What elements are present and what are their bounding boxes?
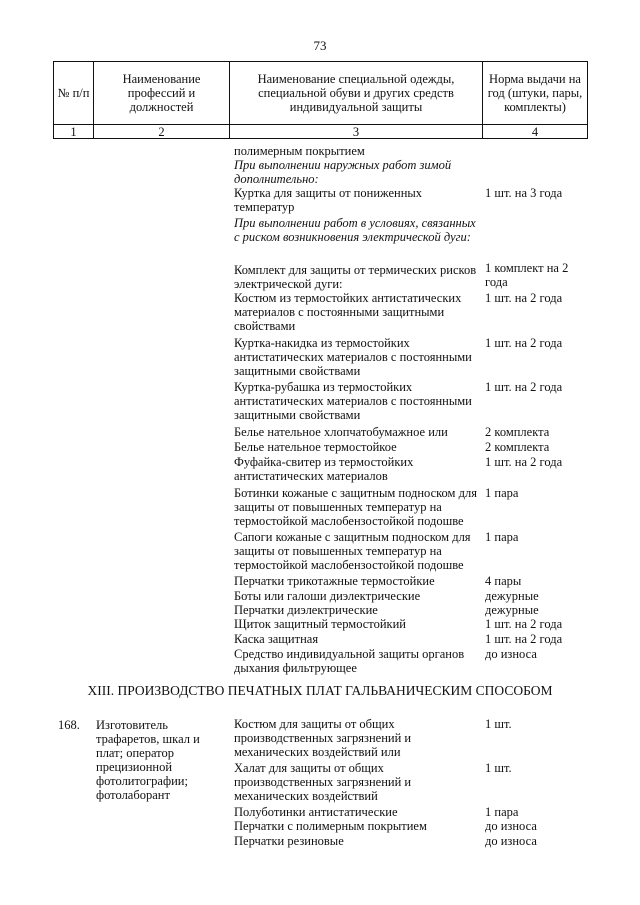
list-item: Перчатки диэлектрические [234,603,378,617]
norm-value: 2 комплекта [485,425,550,439]
norm-value: 1 комплект на 2 года [485,261,569,289]
list-item: Ботинки кожаные с защитным подноском для защиты от повышенных температур на термостойкой маслобензостойкой подошве [234,486,477,528]
list-item: Щиток защитный термостойкий [234,617,406,631]
list-item: Белье нательное термостойкое [234,440,397,454]
norm-value: 1 шт. на 2 года [485,617,563,631]
list-item: Куртка-накидка из термостойких антистатических материалов с постоянными защитными свойствами [234,336,472,378]
norm-value: до износа [485,834,537,848]
list-item: Перчатки с полимерным покрытием [234,819,427,833]
column-index-2: 2 [94,125,230,139]
list-item: Сапоги кожаные с защитным подноском для защиты от повышенных температур на термостойкой маслобензостойкой подошве [234,530,471,572]
norm-value: 1 шт. [485,761,512,775]
norm-value: 1 шт. [485,717,512,731]
list-item: Комплект для защиты от термических рисков электрической дуги: [234,263,477,291]
list-item: Куртка-рубашка из термостойких антистатических материалов с постоянными защитными свойствами [234,380,472,422]
column-index-1: 1 [54,125,94,139]
column-index-4: 4 [483,125,588,139]
norm-value: 1 шт. на 2 года [485,336,563,350]
norm-value: 1 шт. на 2 года [485,291,563,305]
header-profession: Наименование профессий и должностей [94,62,230,125]
norm-value: до износа [485,647,537,661]
list-item: Костюм из термостойких антистатических материалов с постоянными защитными свойствами [234,291,462,333]
list-item: Боты или галоши диэлектрические [234,589,421,603]
norm-value: 4 пары [485,574,522,588]
continuation-text: полимерным покрытием [234,144,365,158]
list-item: Полуботинки антистатические [234,805,398,819]
list-item: Перчатки резиновые [234,834,344,848]
list-item: Белье нательное хлопчатобумажное или [234,425,448,439]
norm-value: 1 шт. на 2 года [485,455,563,469]
entry-number: 168. [58,718,80,732]
column-index-3: 3 [230,125,483,139]
norm-value: 1 пара [485,486,519,500]
header-number: № п/п [54,62,94,125]
norm-value: 1 шт. на 3 года [485,186,563,200]
list-item: Куртка для защиты от пониженных температур [234,186,423,214]
norm-value: до износа [485,819,537,833]
list-item: Каска защитная [234,632,319,646]
norm-value: 2 комплекта [485,440,550,454]
norm-value: 1 шт. на 2 года [485,380,563,394]
header-ppe-name: Наименование специальной одежды, специальной обуви и других средств индивидуальной защиты [230,62,483,125]
list-item: Костюм для защиты от общих производственных загрязнений и механических воздействий или [234,717,412,759]
norm-value: 1 пара [485,805,519,819]
list-item: Перчатки трикотажные термостойкие [234,574,435,588]
list-item: Фуфайка-свитер из термостойких антистатических материалов [234,455,414,483]
norm-value: 1 шт. на 2 года [485,632,563,646]
norm-value: 1 пара [485,530,519,544]
profession-name: Изготовитель трафаретов, шкал и плат; оператор прецизионной фотолитографии; фотолаборант [96,718,200,802]
list-item: Средство индивидуальной защиты органов дыхания фильтрующее [234,647,465,675]
section-title: XIII. ПРОИЗВОДСТВО ПЕЧАТНЫХ ПЛАТ ГАЛЬВАНИЧЕСКИМ СПОСОБОМ [87,683,553,698]
list-item: Халат для защиты от общих производственных загрязнений и механических воздействий [234,761,412,803]
table-header [53,61,588,139]
page-number: 73 [313,38,327,53]
norm-value: дежурные [485,589,539,603]
note-arc: При выполнении работ в условиях, связанных с риском возникновения электрической дуги: [234,216,476,244]
header-norm: Норма выдачи на год (штуки, пары, комплекты) [483,62,588,125]
note-winter: При выполнении наружных работ зимой дополнительно: [234,158,452,186]
norm-value: дежурные [485,603,539,617]
